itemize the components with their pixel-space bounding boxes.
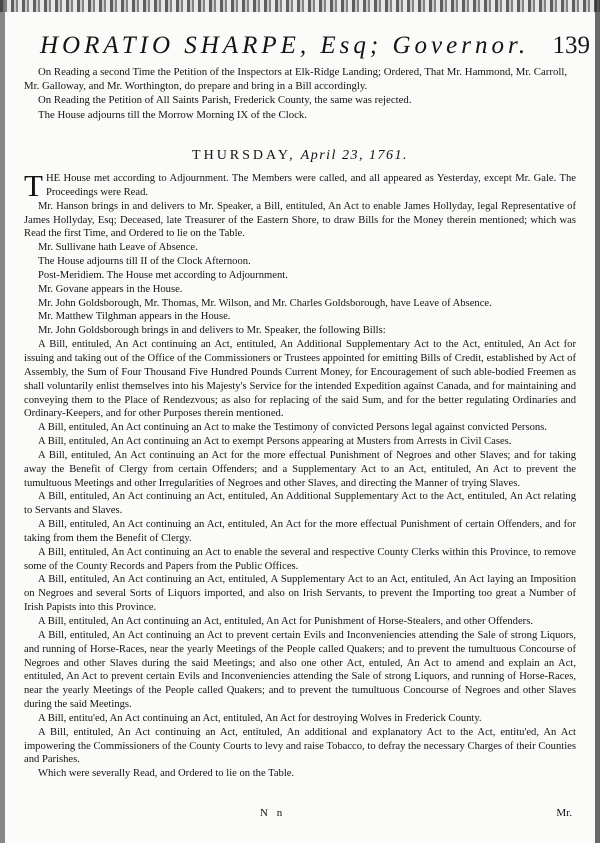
header-title: HORATIO SHARPE, Esq; Governor. xyxy=(40,32,530,59)
opening-text: HE House met according to Adjournment. The Members were called, and all appeared as Yesterday, except Mr. Gale. The Proceedings were Read. xyxy=(45,173,576,198)
intro-section xyxy=(24,66,576,123)
proceeding-paragraph: Mr. John Goldsborough brings in and delivers to Mr. Speaker, the following Bills: xyxy=(38,325,386,337)
intro-paragraph: On Reading the Petition of All Saints Parish, Frederick County, the same was rejected. xyxy=(38,93,412,106)
bill-paragraph: A Bill, entituled, An Act continuing an Act, entituled, A Supplementary Act to an Act, entituled, An Act laying an Imposition on Negroes and several Sorts of Liquors imported, and also on Irish Servants, to prevent the Importing too great a Number of Irish Papists into this Province. xyxy=(24,574,576,614)
proceeding-paragraph: Mr. Hanson brings in and delivers to Mr. Speaker, a Bill, entituled, An Act to enable James Hollyday, legal Representative of James Hollyday, Esq; Deceased, late Treasurer of the Eastern Shore, to draw Bills for the Money therein mentioned; which was Read the first Time, and Ordered to lie on the Table. xyxy=(24,200,576,240)
page-footer xyxy=(24,807,576,821)
proceedings-body xyxy=(24,168,576,781)
proceeding-paragraph: Mr. Matthew Tilghman appears in the House. xyxy=(38,311,231,323)
day-date: April 23, 1761. xyxy=(300,148,408,163)
bill-paragraph: A Bill, entituled, An Act continuing an Act to enable the several and respective County Clerks within this Province, to remove some of the County Records and Papers from the Public Offices. xyxy=(24,546,576,572)
bill-paragraph: A Bill, entituled, An Act continuing an Act, entituled, An Additional Supplementary Act to the Act, entituled, An Act for issuing and taking out of the Office of the Commissioners or Trustees appointed for emitting Bills of Credit, established by Act of Assembly, the Sum of Four Thousand Five Hundred Pounds Current Money, for Encouragement of such able-bodied Freemen as shall voluntarily enlist themselves into his Majesty's Service for the intended Expedition against Canada, and for maintaining and conveying them to the Place of Rendezvous; as also for replacing of the said Sum, and for the better regulating Ordinaries and Ordinary-Keepers, and for other Purposes therein mentioned. xyxy=(24,339,576,420)
date-heading xyxy=(0,148,600,164)
bill-paragraph: A Bill, entituled, An Act continuing an Act to make the Testimony of convicted Persons legal against convicted Persons. xyxy=(38,422,547,434)
closing-paragraph: Which were severally Read, and Ordered to lie on the Table. xyxy=(38,768,295,780)
page-left-edge xyxy=(0,0,5,843)
intro-paragraph: The House adjourns till the Morrow Morning IX of the Clock. xyxy=(38,109,307,122)
bill-paragraph: A Bill, entituled, An Act continuing an Act, entituled, An Additional Supplementary Act to the Act, entituled, An Act relating to Servants and Slaves. xyxy=(24,491,576,517)
opening-paragraph xyxy=(24,168,576,203)
proceeding-paragraph: Mr. John Goldsborough, Mr. Thomas, Mr. Wilson, and Mr. Charles Goldsborough, have Leave of Absence. xyxy=(38,297,492,309)
bill-paragraph: A Bill, entituled, An Act continuing an Act, entituled, An Act for the more effectual Punishment of certain Offenders, and for taking from them the Benefit of Clergy. xyxy=(24,519,576,544)
page-top-edge xyxy=(0,0,600,12)
catchword: Mr. xyxy=(556,807,572,819)
proceeding-paragraph: The House adjourns till II of the Clock Afternoon. xyxy=(38,256,251,268)
day-name: THURSDAY, xyxy=(192,148,296,163)
intro-paragraph: On Reading a second Time the Petition of the Inspectors at Elk-Ridge Landing; Ordered, That Mr. Hammond, Mr. Carroll, Mr. Galloway, and Mr. Worthington, do prepare and bring in a Bill accordingly. xyxy=(24,66,568,92)
bill-paragraph: A Bill, entituled, An Act continuing an Act, entituled, An Act for Punishment of Horse-Stealers, and other Offenders. xyxy=(38,616,533,627)
page-right-edge xyxy=(595,0,600,843)
page-number: 139 xyxy=(552,32,590,59)
signature-mark: N n xyxy=(260,807,286,819)
bill-paragraph: A Bill, entituled, An Act continuing an Act to prevent certain Evils and Inconveniencies attending the Sale of strong Liquors, and running of Horse-Races, near the yearly Meetings of the People called Quakers; and to prevent the tumultuous Concourse of Negroes and other Slaves during the said Meetings; and also one other Act, entuled, An Act to amend and explain an Act, entituled, An Act to prevent certain Evils and Inconveniencies attending the Sale of strong Liquors, and running of Horse-Races, near the yearly Meetings of the People called Quakers; and to prevent the tumultuous Concourse of Negroes and other Slaves during the said Meetings. xyxy=(24,629,576,711)
proceeding-paragraph: Mr. Sullivane hath Leave of Absence. xyxy=(38,242,198,254)
proceeding-paragraph: Mr. Govane appears in the House. xyxy=(38,283,183,295)
drop-cap: T xyxy=(24,168,43,203)
running-header xyxy=(40,32,590,68)
bill-paragraph: A Bill, entitu'ed, An Act continuing an Act, entituled, An Act for destroying Wolves in Frederick County. xyxy=(38,712,482,724)
bill-paragraph: A Bill, entituled, An Act continuing an Act to exempt Persons appearing at Musters from Arrests in Civil Cases. xyxy=(38,436,512,448)
bill-paragraph: A Bill, entituled, An Act continuing an Act, entituled, An additional and explanatory Act to the Act, entitu'ed, An Act impowering the Commissioners of the County Courts to levy and raise Tobacco, to defray the necessary Charges of their Counties and Parishes. xyxy=(24,726,576,766)
proceeding-paragraph: Post-Meridiem. The House met according to Adjournment. xyxy=(38,269,288,281)
bill-paragraph: A Bill, entituled, An Act continuing an Act for the more effectual Punishment of Negroes and other Slaves; and for taking away the Benefit of Clergy from certain Offenders; and a Supplementary Act to an Act, entituled, An Act to prevent the tumultuous Meetings and other Irregularities of Negroes and other Slaves, and directing the Manner of trying Slaves. xyxy=(24,449,576,489)
